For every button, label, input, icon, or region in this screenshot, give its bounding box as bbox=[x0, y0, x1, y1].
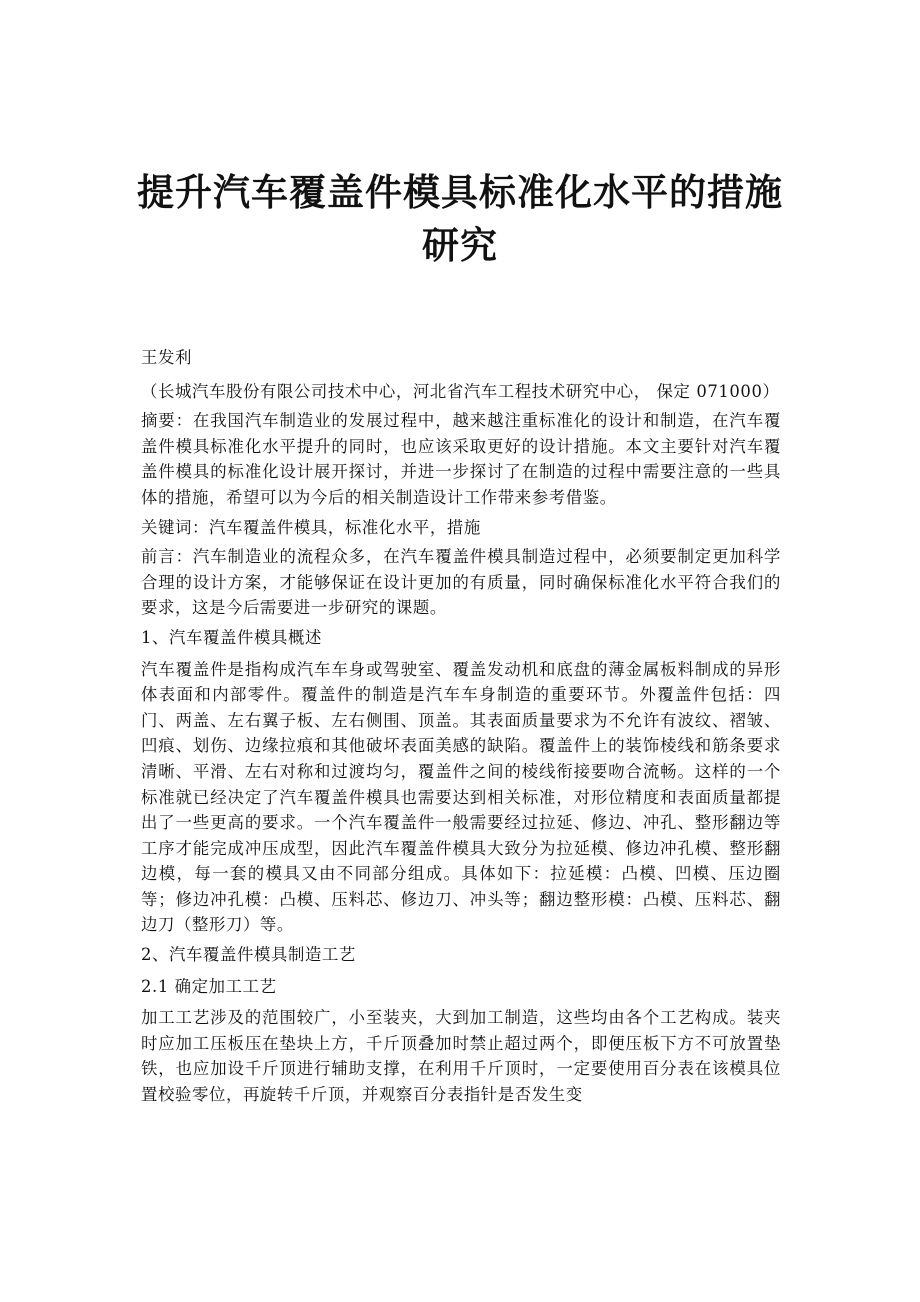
document-body bbox=[141, 345, 781, 1112]
section-2-1-paragraph: 加工工艺涉及的范围较广，小至装夹，大到加工制造，这些均由各个工艺构成。装夹时应加工压板压在垫块上方，千斤顶叠加时禁止超过两个，即便压板下方不可放置垫铁，也应加设千斤顶进行辅助支撑，在利用千斤顶时，一定要使用百分表在该模具位置校验零位，再旋转千斤顶，并观察百分表指针是否发生变 bbox=[141, 1008, 781, 1105]
section-2-1-heading: 2.1 确定加工工艺 bbox=[141, 976, 277, 996]
document-title: 提升汽车覆盖件模具标准化水平的措施研究 bbox=[137, 170, 783, 267]
preface-paragraph: 前言：汽车制造业的流程众多，在汽车覆盖件模具制造过程中，必须要制定更加科学合理的设计方案，才能够保证在设计更加的有质量，同时确保标准化水平符合我们的要求，这是今后需要进一步研究的课题。 bbox=[141, 547, 781, 618]
keywords-paragraph: 关键词：汽车覆盖件模具，标准化水平，措施 bbox=[141, 517, 481, 537]
section-2-heading: 2、汽车覆盖件模具制造工艺 bbox=[141, 945, 356, 965]
abstract-paragraph: 摘要：在我国汽车制造业的发展过程中，越来越注重标准化的设计和制造，在汽车覆盖件模具标准化水平提升的同时，也应该采取更好的设计措施。本文主要针对汽车覆盖件模具的标准化设计展开探讨，并进一步探讨了在制造的过程中需要注意的一些具体的措施，希望可以为今后的相关制造设计工作带来参考借鉴。 bbox=[141, 411, 781, 507]
author-affiliation: （长城汽车股份有限公司技术中心，河北省汽车工程技术研究中心， 保定 071000） bbox=[141, 381, 780, 401]
section-1-heading: 1、汽车覆盖件模具概述 bbox=[141, 627, 322, 647]
author-name: 王发利 bbox=[141, 348, 192, 367]
section-1-paragraph: 汽车覆盖件是指构成汽车车身或驾驶室、覆盖发动机和底盘的薄金属板料制成的异形体表面和内部零件。覆盖件的制造是汽车车身制造的重要环节。外覆盖件包括：四门、两盖、左右翼子板、左右侧围、顶盖。其表面质量要求为不允许有波纹、褶皱、凹痕、划伤、边缘拉痕和其他破坏表面美感的缺陷。覆盖件上的装饰棱线和筋条要求清晰、平滑、左右对称和过渡均匀，覆盖件之间的棱线衔接要吻合流畅。这样的一个标准就已经决定了汽车覆盖件模具也需要达到相关标准，对形位精度和表面质量都提出了一些更高的要求。一个汽车覆盖件一般需要经过拉延、修边、冲孔、整形翻边等工序才能完成冲压成型，因此汽车覆盖件模具大致分为拉延模、修边冲孔模、整形翻边模，每一套的模具又由不同部分组成。具体如下：拉延模：凸模、凹模、压边圈等；修边冲孔模：凸模、压料芯、修边刀、冲头等；翻边整形模：凸模、压料芯、翻边刀（整形刀）等。 bbox=[141, 659, 781, 935]
